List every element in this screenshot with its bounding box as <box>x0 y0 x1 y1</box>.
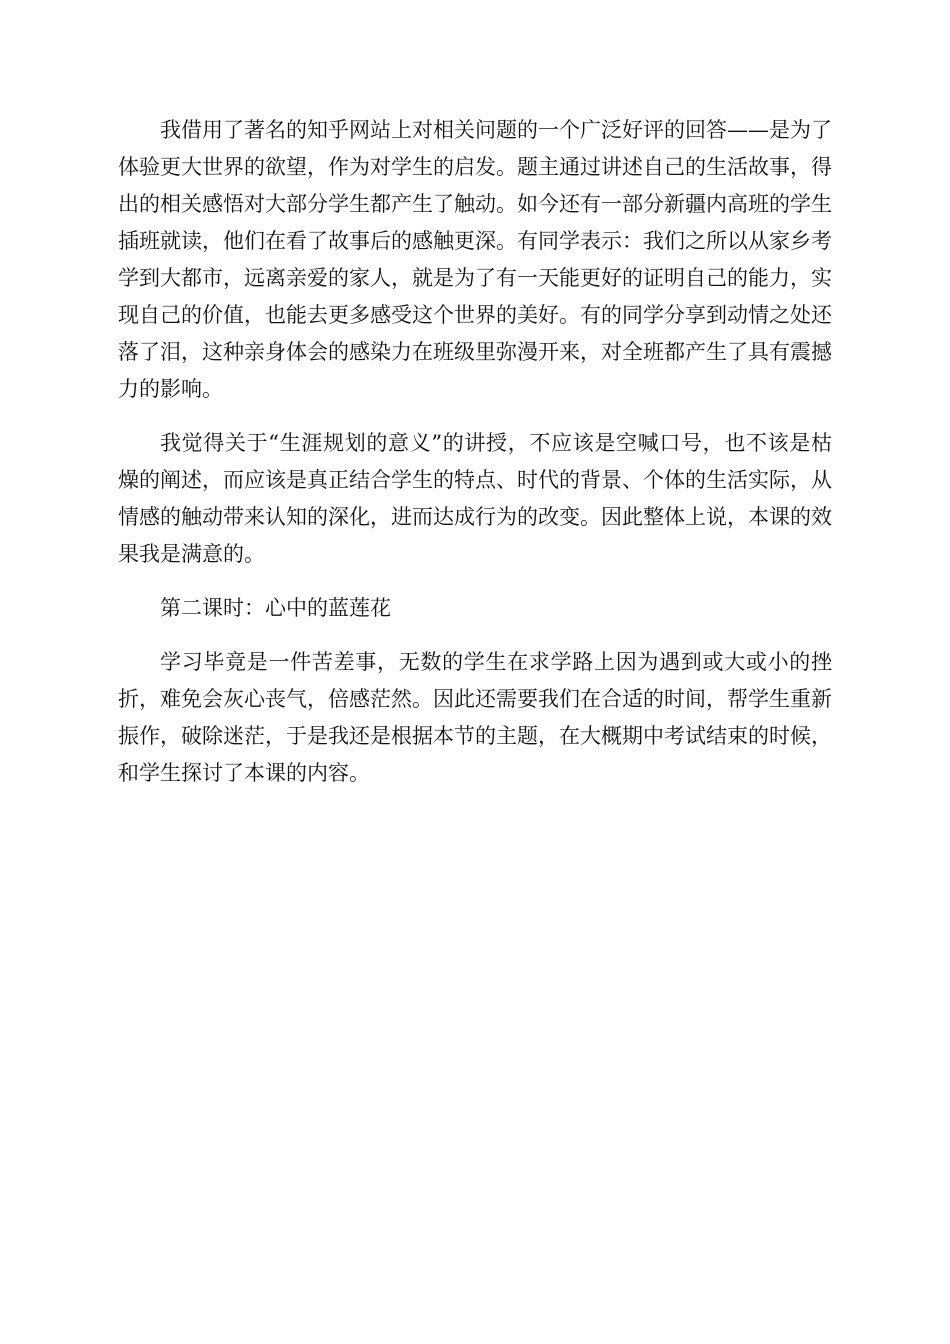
paragraph-2: 我觉得关于“生涯规划的意义”的讲授，不应该是空喊口号，也不该是枯燥的阐述，而应该是真正结合学生的特点、时代的背景、个体的生活实际，从情感的触动带来认知的深化，进而达成行为的改变。因此整体上说，本课的效果我是满意的。 <box>118 431 832 566</box>
document-page <box>118 112 832 809</box>
section-heading: 第二课时：心中的蓝莲花 <box>160 596 391 620</box>
paragraph-1: 我借用了著名的知乎网站上对相关问题的一个广泛好评的回答——是为了体验更大世界的欲望，作为对学生的启发。题主通过讲述自己的生活故事，得出的相关感悟对大部分学生都产生了触动。如今还有一部分新疆内高班的学生插班就读，他们在看了故事后的感触更深。有同学表示：我们之所以从家乡考学到大都市，远离亲爱的家人，就是为了有一天能更好的证明自己的能力，实现自己的价值，也能去更多感受这个世界的美好。有的同学分享到动情之处还落了泪，这种亲身体会的感染力在班级里弥漫开来，对全班都产生了具有震撼力的影响。 <box>118 118 832 401</box>
paragraph-3: 学习毕竟是一件苦差事，无数的学生在求学路上因为遇到或大或小的挫折，难免会灰心丧气，倍感茫然。因此还需要我们在合适的时间，帮学生重新振作，破除迷茫，于是我还是根据本节的主题，在大概期中考试结束的时候，和学生探讨了本课的内容。 <box>118 650 832 785</box>
